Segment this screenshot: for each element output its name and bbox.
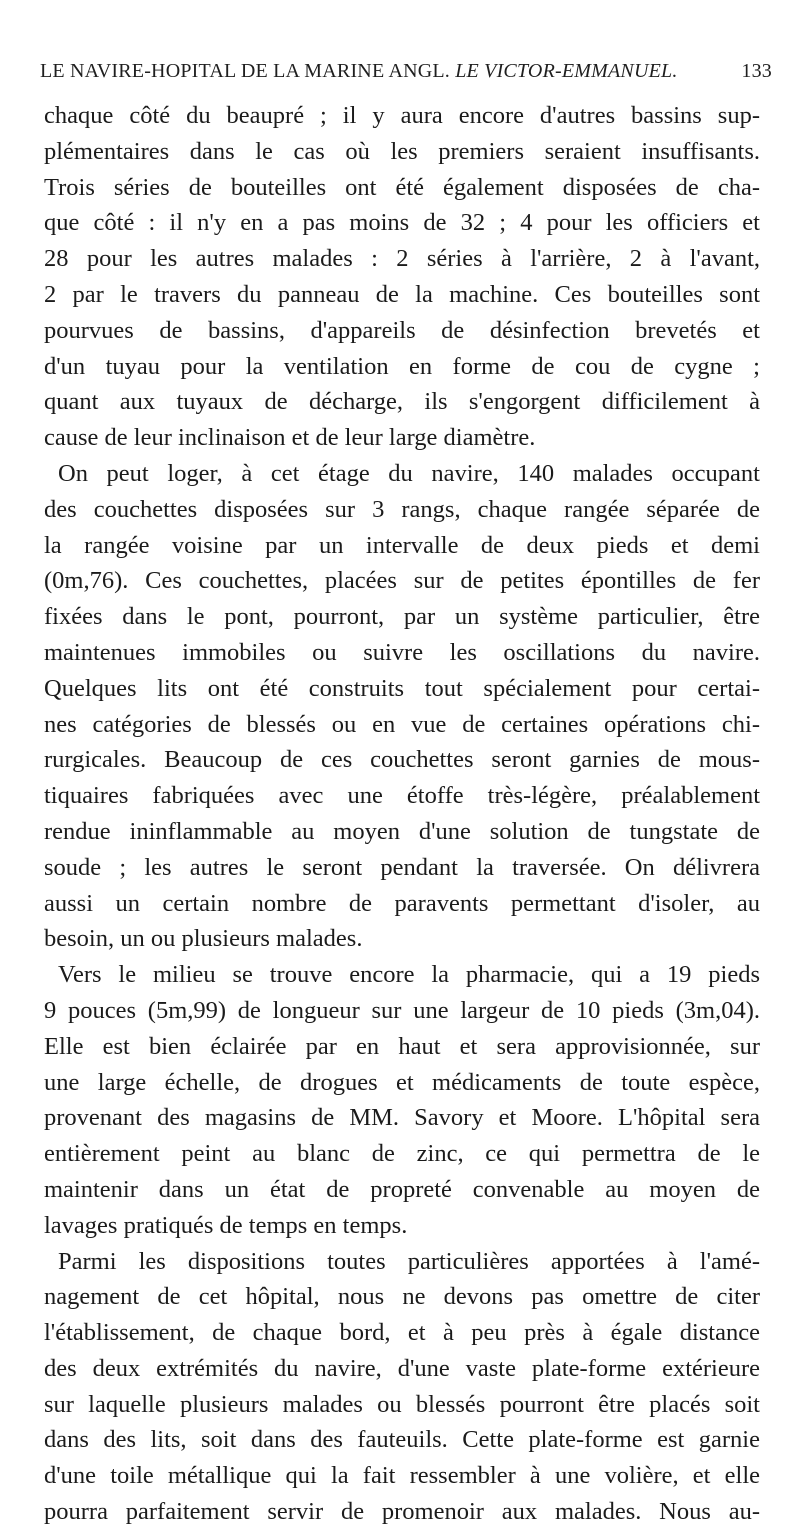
text-line: d'une toile métallique qui la fait ressembler à une volière, et elle xyxy=(44,1462,760,1490)
text-line: plémentaires dans le cas où les premiers seraient insuffisants. xyxy=(44,137,760,165)
text-line: pourra parfaitement servir de promenoir aux malades. Nous au- xyxy=(44,1498,760,1526)
text-line: d'un tuyau pour la ventilation en forme de cou de cygne ; xyxy=(44,352,760,380)
text-line: dans des lits, soit dans des fauteuils. Cette plate-forme est garnie xyxy=(44,1426,760,1454)
text-line: des deux extrémités du navire, d'une vaste plate-forme extérieure xyxy=(44,1354,760,1382)
text-line: la rangée voisine par un intervalle de deux pieds et demi xyxy=(44,531,760,559)
text-line: que côté : il n'y en a pas moins de 32 ; 4 pour les officiers et xyxy=(44,209,760,237)
text-line: aussi un certain nombre de paravents permettant d'isoler, au xyxy=(44,889,760,917)
text-line: (0m,76). Ces couchettes, placées sur de petites épontilles de fer xyxy=(44,567,760,595)
text-line: sur laquelle plusieurs malades ou blessés pourront être placés soit xyxy=(44,1390,760,1418)
text-line: 2 par le travers du panneau de la machine. Ces bouteilles sont xyxy=(44,280,760,308)
text-line: Trois séries de bouteilles ont été également disposées de cha- xyxy=(44,173,760,201)
running-head xyxy=(40,60,772,90)
text-line: maintenir dans un état de propreté convenable au moyen de xyxy=(44,1175,760,1203)
text-line: des couchettes disposées sur 3 rangs, chaque rangée séparée de xyxy=(44,495,760,523)
page-edge xyxy=(794,0,800,1471)
text-line: cause de leur inclinaison et de leur large diamètre. xyxy=(44,424,536,452)
text-line: provenant des magasins de MM. Savory et Moore. L'hôpital sera xyxy=(44,1104,760,1132)
text-line: lavages pratiqués de temps en temps. xyxy=(44,1211,408,1239)
text-line: quant aux tuyaux de décharge, ils s'engorgent difficilement à xyxy=(44,388,760,416)
text-line: Elle est bien éclairée par en haut et sera approvisionnée, sur xyxy=(44,1032,760,1060)
body-text xyxy=(44,98,760,1530)
running-title-italic: LE VICTOR-EMMANUEL. xyxy=(455,60,678,82)
running-title-roman: LE NAVIRE-HOPITAL DE LA MARINE ANGL. xyxy=(40,60,451,82)
text-line: entièrement peint au blanc de zinc, ce qui permettra de le xyxy=(44,1140,760,1168)
text-line: fixées dans le pont, pourront, par un système particulier, être xyxy=(44,603,760,631)
text-line: Parmi les dispositions toutes particulières apportées à l'amé- xyxy=(58,1247,760,1275)
text-line: maintenues immobiles ou suivre les oscillations du navire. xyxy=(44,638,760,666)
text-line: nes catégories de blessés ou en vue de certaines opérations chi- xyxy=(44,710,760,738)
text-line: l'établissement, de chaque bord, et à peu près à égale distance xyxy=(44,1319,760,1347)
text-line: 28 pour les autres malades : 2 séries à l'arrière, 2 à l'avant, xyxy=(44,245,760,273)
text-line: 9 pouces (5m,99) de longueur sur une largeur de 10 pieds (3m,04). xyxy=(44,996,760,1024)
text-line: une large échelle, de drogues et médicaments de toute espèce, xyxy=(44,1068,760,1096)
running-title xyxy=(40,60,678,83)
text-line: tiquaires fabriquées avec une étoffe très-légère, préalablement xyxy=(44,782,760,810)
text-line: On peut loger, à cet étage du navire, 140 malades occupant xyxy=(58,459,760,487)
text-line: pourvues de bassins, d'appareils de désinfection brevetés et xyxy=(44,316,760,344)
text-line: chaque côté du beaupré ; il y aura encore d'autres bassins sup- xyxy=(44,102,760,129)
text-line: Quelques lits ont été construits tout spécialement pour certai- xyxy=(44,674,760,702)
text-line: Vers le milieu se trouve encore la pharmacie, qui a 19 pieds xyxy=(58,961,760,989)
text-line: nagement de cet hôpital, nous ne devons pas omettre de citer xyxy=(44,1283,760,1311)
text-line: besoin, un ou plusieurs malades. xyxy=(44,925,363,953)
page-number: 133 xyxy=(741,60,772,82)
text-line: rendue ininflammable au moyen d'une solution de tungstate de xyxy=(44,817,760,845)
text-line: soude ; les autres le seront pendant la traversée. On délivrera xyxy=(44,853,760,881)
text-line: rurgicales. Beaucoup de ces couchettes seront garnies de mous- xyxy=(44,746,760,774)
